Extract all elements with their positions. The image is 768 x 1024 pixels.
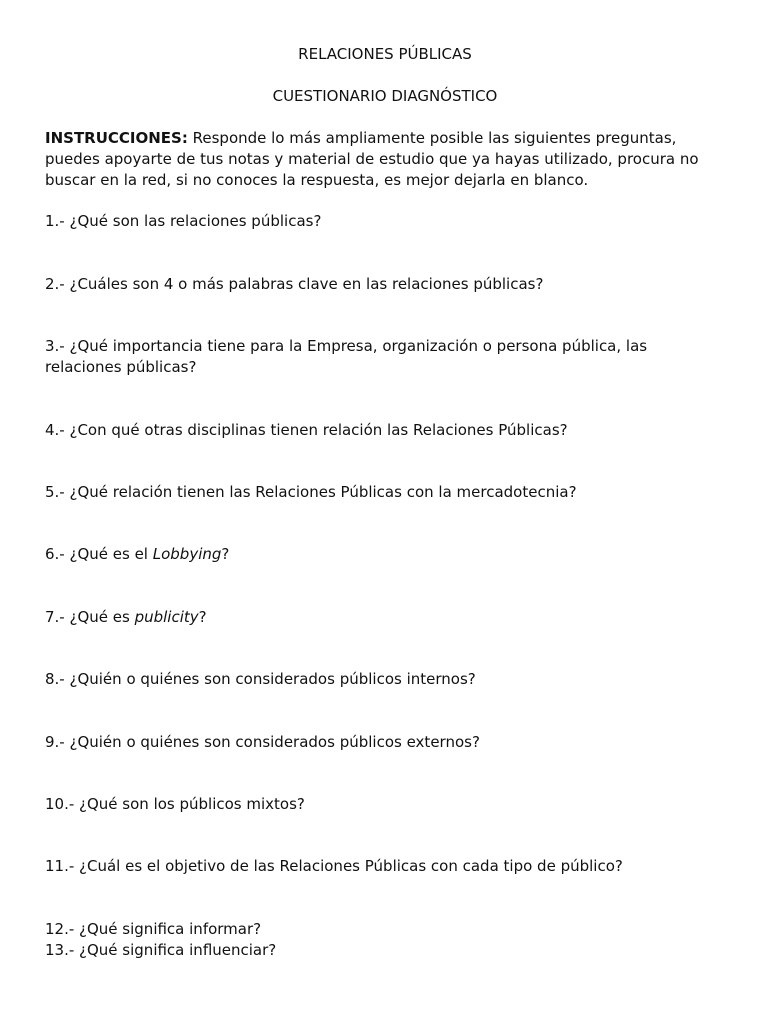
- question-7-suffix: ?: [198, 608, 207, 626]
- question-11: 11.- ¿Cuál es el objetivo de las Relaciones Públicas con cada tipo de público?: [45, 857, 623, 875]
- question-9: 9.- ¿Quién o quiénes son considerados públicos externos?: [45, 733, 480, 751]
- question-6-suffix: ?: [221, 545, 230, 563]
- question-10: 10.- ¿Qué son los públicos mixtos?: [45, 795, 305, 813]
- question-3: 3.- ¿Qué importancia tiene para la Empresa, organización o persona pública, las relaciones públicas?: [45, 337, 648, 376]
- instructions-label: INSTRUCCIONES:: [45, 129, 188, 147]
- document-title: RELACIONES PÚBLICAS: [298, 45, 472, 63]
- question-8: 8.- ¿Quién o quiénes son considerados públicos internos?: [45, 670, 476, 688]
- document-subtitle: CUESTIONARIO DIAGNÓSTICO: [272, 87, 498, 105]
- question-7: [45, 607, 725, 628]
- question-13: 13.- ¿Qué significa influenciar?: [45, 941, 277, 959]
- question-1: 1.- ¿Qué son las relaciones públicas?: [45, 212, 322, 230]
- question-2: 2.- ¿Cuáles son 4 o más palabras clave en las relaciones públicas?: [45, 275, 544, 293]
- question-4: 4.- ¿Con qué otras disciplinas tienen relación las Relaciones Públicas?: [45, 421, 568, 439]
- instructions-paragraph: [45, 128, 725, 191]
- question-6-prefix: 6.- ¿Qué es el: [45, 545, 153, 563]
- question-6-term: Lobbying: [152, 545, 222, 563]
- question-7-prefix: 7.- ¿Qué es: [45, 608, 135, 626]
- question-7-term: publicity: [134, 608, 199, 626]
- instructions-text: Responde lo más ampliamente posible las siguientes preguntas, puedes apoyarte de tus notas y material de estudio que ya hayas utilizado, procura no buscar en la red, si no conoces la respuesta, es mejor dejarla en blanco.: [45, 129, 699, 189]
- question-6: [45, 544, 725, 565]
- question-12: 12.- ¿Qué significa informar?: [45, 920, 262, 938]
- question-5: 5.- ¿Qué relación tienen las Relaciones Públicas con la mercadotecnia?: [45, 483, 577, 501]
